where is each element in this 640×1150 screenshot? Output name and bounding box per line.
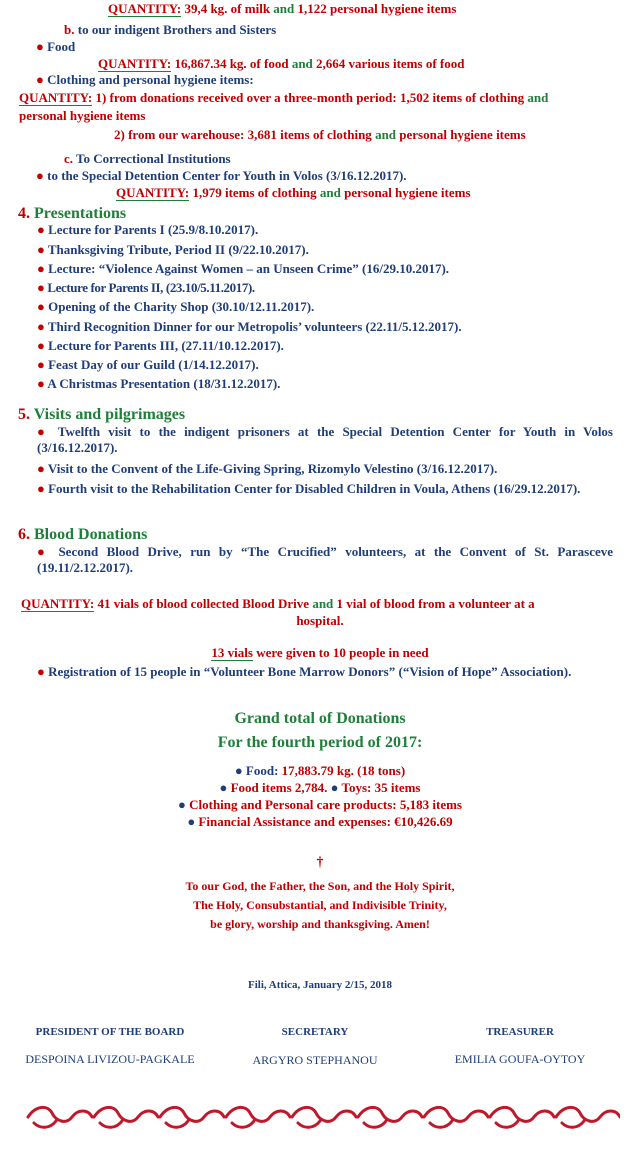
milk-value: 39,4 kg. of milk [181, 1, 271, 16]
total-food-label: Food: [245, 763, 279, 778]
visit-text: Fourth visit to the Rehabilitation Center for Disabled Children in Voula, Athens (16/29.12.2017). [48, 481, 581, 496]
presentation-item [37, 261, 449, 277]
bullet-icon: ● [178, 797, 186, 812]
blood-collected-value: 41 vials of blood collected Blood Drive [94, 596, 310, 611]
section-title: Blood Donations [30, 526, 148, 543]
cross-icon: † [316, 855, 324, 870]
warehouse-hygiene-value: personal hygiene items [399, 127, 526, 142]
volos-hygiene-value: personal hygiene items [344, 185, 471, 200]
clothing-bullet-item [36, 72, 254, 88]
hygiene-items-value: 1,122 personal hygiene items [297, 1, 457, 16]
visit-item-2 [37, 461, 497, 477]
totals-subtitle: For the fourth period of 2017: [217, 734, 423, 751]
quantity-label: QUANTITY: [19, 90, 93, 105]
total-financial-value: €10,426.69 [390, 814, 453, 829]
volos-text: to the Special Detention Center for Youth in Volos (3/16.12.2017). [47, 168, 407, 183]
visit-item-3 [37, 481, 613, 497]
presentation-item [37, 357, 259, 373]
blood-quantity-line [21, 596, 535, 612]
food-value: 16,867.34 kg. of food [171, 56, 289, 71]
section-letter: b. [64, 22, 75, 37]
president-role: PRESIDENT OF THE BOARD [35, 1026, 185, 1038]
presentation-text: Lecture for Parents III, (27.11/10.12.2017). [48, 338, 284, 353]
bullet-icon: ● [37, 222, 45, 237]
blood-drive-text: Second Blood Drive, run by “The Crucified” volunteers, at the Convent of St. Parasceve (19.11/2.12.2017). [37, 544, 614, 575]
blood-heading [18, 525, 147, 544]
quantity-label: QUANTITY: [98, 56, 172, 71]
food-items-value: 2,664 various items of food [316, 56, 465, 71]
blood-drive-item [37, 544, 613, 576]
presentation-text: Lecture: “Violence Against Women – an Unseen Crime” (16/29.10.2017). [48, 261, 450, 276]
ornamental-border [26, 1103, 620, 1131]
treasurer-name: EMILIA GOUFA-OYTOY [454, 1052, 586, 1066]
totals-title: Grand total of Donations [234, 710, 406, 727]
presentation-item [37, 338, 284, 354]
food-bullet-item [36, 39, 75, 55]
place-date: Fili, Attica, January 2/15, 2018 [248, 979, 392, 991]
quantity-label: QUANTITY: [21, 596, 95, 611]
bullet-icon: ● [219, 780, 228, 795]
section-title: Presentations [30, 205, 127, 222]
bullet-icon: ● [37, 357, 45, 372]
volos-quantity-line [116, 185, 471, 201]
bullet-icon: ● [36, 168, 44, 183]
presentation-text: Opening of the Charity Shop (30.10/12.11.2017). [48, 299, 315, 314]
bullet-icon: ● [330, 780, 339, 795]
total-food-line [0, 763, 640, 779]
bullet-icon: ● [187, 814, 196, 829]
total-clothing-value: 5,183 items [396, 797, 462, 812]
bullet-icon: ● [36, 39, 44, 54]
bullet-icon: ● [37, 481, 45, 496]
milk-quantity-line [108, 1, 456, 17]
clothing-hygiene-continuation: personal hygiene items [19, 108, 146, 123]
bullet-icon: ● [37, 338, 45, 353]
clothing-quantity-line-1 [19, 90, 613, 106]
volunteer-vial-value: 1 vial of blood from a volunteer at a [336, 596, 535, 611]
presentation-text: A Christmas Presentation (18/31.12.2017). [47, 376, 281, 391]
bullet-icon: ● [234, 763, 243, 778]
bullet-icon: ● [37, 544, 51, 559]
and-word: and [288, 56, 317, 71]
warehouse-clothing-value: 2) from our warehouse: 3,681 items of clothing [114, 127, 372, 142]
total-clothing-line [0, 797, 640, 813]
bullet-icon: ● [37, 261, 45, 276]
volos-bullet-item [36, 168, 407, 184]
hospital-continuation: hospital. [296, 613, 344, 628]
total-food-value: 17,883.79 kg. (18 tons) [278, 763, 406, 778]
total-financial-line [0, 814, 640, 830]
total-food-items-label: Food items [230, 780, 292, 795]
bullet-icon: ● [37, 664, 45, 679]
section-c-title: To Correctional Institutions [73, 151, 231, 166]
presentations-heading [18, 204, 126, 223]
visit-item-1 [37, 424, 613, 456]
treasurer-role: TREASURER [486, 1026, 554, 1038]
vials-given-text: were given to 10 people in need [252, 645, 429, 660]
section-b-heading [64, 22, 276, 38]
total-toys-label: Toys: [341, 780, 372, 795]
bullet-icon: ● [37, 242, 45, 257]
clothing-donations-value: 1) from donations received over a three-month period: 1,502 items of clothing [92, 90, 525, 105]
doxology-line-3: be glory, worship and thanksgiving. Amen! [210, 917, 430, 931]
and-word: and [371, 127, 400, 142]
food-label: Food [47, 39, 76, 54]
bullet-icon: ● [37, 299, 45, 314]
bullet-icon: ● [37, 280, 45, 295]
presentation-item [37, 242, 309, 258]
section-number: 6. [18, 526, 30, 543]
presentation-text: Thanksgiving Tribute, Period II (9/22.10.2017). [47, 242, 309, 257]
doxology-line-1: To our God, the Father, the Son, and the Holy Spirit, [185, 879, 455, 893]
presentation-item [37, 376, 280, 392]
bone-marrow-text: Registration of 15 people in “Volunteer Bone Marrow Donors” (“Vision of Hope” Association). [48, 664, 572, 679]
presentation-text: Lecture for Parents II, (23.10/5.11.2017). [47, 280, 255, 295]
section-number: 5. [18, 406, 30, 423]
volos-clothing-value: 1,979 items of clothing [189, 185, 317, 200]
vials-count: 13 vials [211, 645, 253, 660]
quantity-label: QUANTITY: [116, 185, 190, 200]
presentation-item [37, 280, 255, 296]
presentation-text: Lecture for Parents I (25.9/8.10.2017). [48, 222, 259, 237]
section-title: Visits and pilgrimages [30, 406, 186, 423]
secretary-role: SECRETARY [281, 1026, 349, 1038]
food-quantity-line [98, 56, 464, 72]
total-food-items-value: 2,784. [291, 780, 328, 795]
vials-given-line [0, 645, 640, 661]
section-number: 4. [18, 205, 30, 222]
doxology-line-2: The Holy, Consubstantial, and Indivisible Trinity, [193, 898, 447, 912]
and-word: and [524, 90, 549, 105]
presentation-text: Third Recognition Dinner for our Metropolis’ volunteers (22.11/5.12.2017). [47, 319, 462, 334]
presentation-item [37, 319, 462, 335]
bullet-icon: ● [36, 72, 44, 87]
bone-marrow-item [37, 664, 613, 680]
presentation-text: Feast Day of our Guild (1/14.12.2017). [48, 357, 259, 372]
bullet-icon: ● [37, 319, 45, 334]
clothing-label: Clothing and personal hygiene items: [47, 72, 254, 87]
bullet-icon: ● [37, 461, 45, 476]
section-c-heading [64, 151, 231, 167]
bullet-icon: ● [37, 424, 50, 439]
total-financial-label: Financial Assistance and expenses: [198, 814, 391, 829]
clothing-quantity-line-2 [114, 127, 526, 143]
quantity-label: QUANTITY: [108, 1, 182, 16]
secretary-name: ARGYRO STEPHANOU [252, 1053, 378, 1067]
president-name: DESPOINA LIVIZOU-PAGKALE [25, 1052, 195, 1066]
visits-heading [18, 405, 185, 424]
total-items-line [0, 780, 640, 796]
total-toys-value: 35 items [371, 780, 421, 795]
and-word: and [316, 185, 345, 200]
section-b-title: to our indigent Brothers and Sisters [74, 22, 277, 37]
section-letter: c. [64, 151, 74, 166]
total-clothing-label: Clothing and Personal care products: [189, 797, 397, 812]
presentation-item [37, 222, 258, 238]
and-word: and [270, 1, 298, 16]
presentation-item [37, 299, 314, 315]
visit-text: Twelfth visit to the indigent prisoners at the Special Detention Center for Youth in Volos (3/16.12.2017). [37, 424, 613, 455]
and-word: and [309, 596, 337, 611]
bullet-icon: ● [37, 376, 45, 391]
visit-text: Visit to the Convent of the Life-Giving Spring, Rizomylo Velestino (3/16.12.2017). [47, 461, 498, 476]
